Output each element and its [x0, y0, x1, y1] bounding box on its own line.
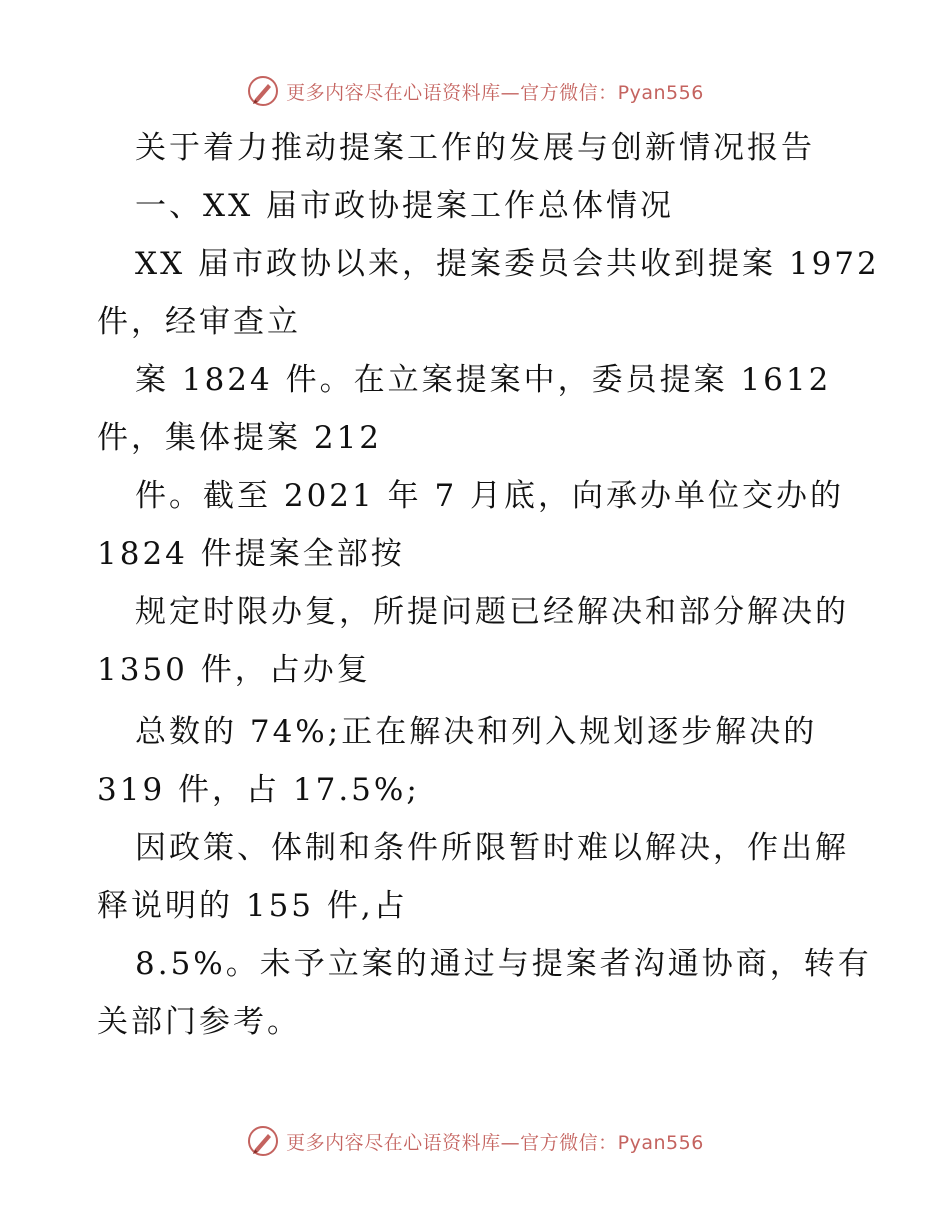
footer-watermark	[0, 1121, 950, 1161]
watermark-text	[286, 78, 704, 105]
paragraph-line: 件，集体提案 212	[97, 420, 383, 456]
paragraph-line: 因政策、体制和条件所限暂时难以解决，作出解	[135, 830, 849, 866]
watermark-dash: —	[500, 81, 521, 104]
paragraph-line: 释说明的 155 件,占	[97, 888, 408, 924]
paragraph-line: 件。截至 2021 年 7 月底，向承办单位交办的	[135, 478, 845, 514]
watermark-main: 更多内容尽在心语资料库	[286, 81, 501, 104]
paragraph-line: 319 件，占 17.5%;	[97, 772, 420, 808]
document-title: 关于着力推动提案工作的发展与创新情况报告	[135, 130, 815, 166]
pen-logo-icon	[246, 1124, 280, 1158]
paragraph-line: 关部门参考。	[97, 1004, 301, 1040]
paragraph-line: 8.5%。未予立案的通过与提案者沟通协商，转有	[135, 946, 872, 982]
paragraph-line: 1824 件提案全部按	[97, 536, 405, 572]
paragraph-line: 案 1824 件。在立案提案中，委员提案 1612	[135, 362, 832, 398]
watermark-official: 官方微信：Pyan556	[520, 81, 704, 104]
watermark-text	[286, 1128, 704, 1155]
paragraph-line: XX 届市政协以来，提案委员会共收到提案 1972	[135, 246, 880, 282]
paragraph-line: 规定时限办复，所提问题已经解决和部分解决的	[135, 594, 849, 630]
watermark-main: 更多内容尽在心语资料库	[286, 1131, 501, 1154]
section-heading: 一、XX 届市政协提案工作总体情况	[135, 188, 674, 224]
header-watermark	[0, 71, 950, 111]
watermark-official: 官方微信：Pyan556	[520, 1131, 704, 1154]
paragraph-line: 总数的 74%;正在解决和列入规划逐步解决的	[135, 714, 818, 750]
paragraph-line: 1350 件，占办复	[97, 652, 371, 688]
watermark-dash: —	[500, 1131, 521, 1154]
pen-logo-icon	[246, 74, 280, 108]
paragraph-line: 件，经审查立	[97, 304, 301, 340]
